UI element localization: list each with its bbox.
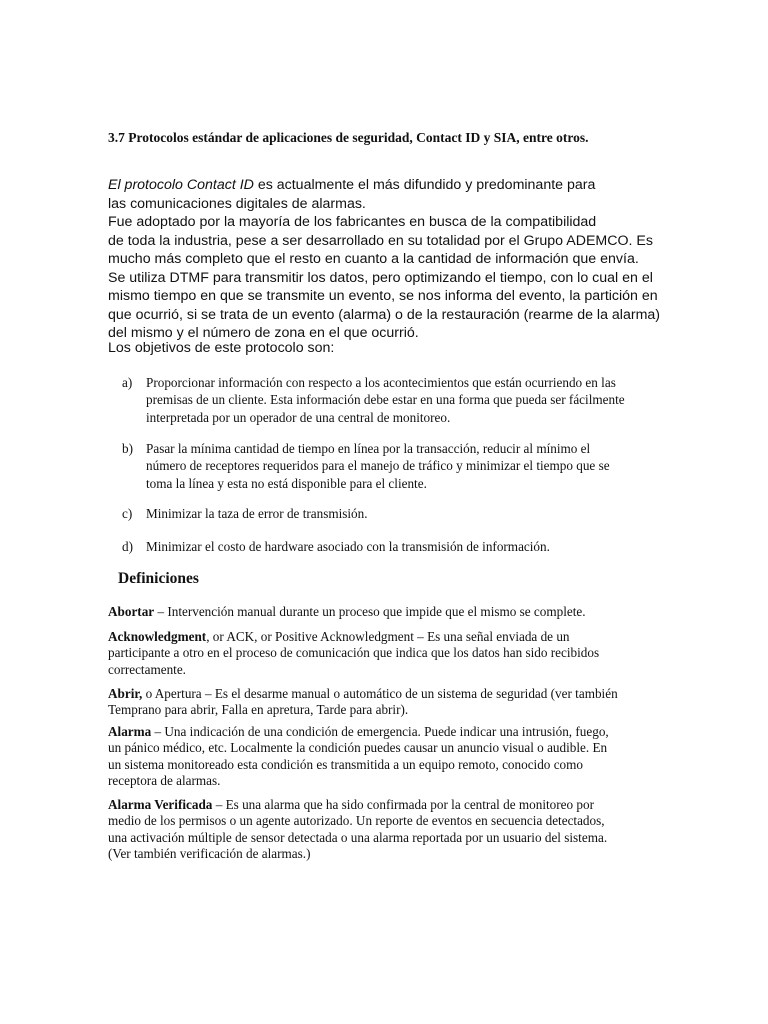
intro-line (108, 176, 708, 195)
intro-line: mismo tiempo en que se transmite un evento, se nos informa del evento, la partición en (108, 288, 658, 304)
definition-text: – Es una alarma que ha sido confirmada por la central de monitoreo por (212, 797, 594, 812)
list-marker: c) (122, 506, 133, 521)
definition-entry (108, 724, 708, 790)
intro-lead-italic: El protocolo Contact ID (108, 177, 254, 193)
definition-line: correctamente. (108, 661, 186, 677)
intro-paragraph (108, 176, 708, 343)
definition-entry (108, 604, 708, 620)
definition-text: , or ACK, or Positive Acknowledgment – Es una señal enviada de un (206, 629, 570, 644)
list-item-line: interpretada por un operador de una central de monitoreo. (146, 409, 451, 425)
definition-line: medio de los permisos o un agente autorizado. Un reporte de eventos en secuencia detectados, (108, 813, 605, 829)
section-title: 3.7 Protocolos estándar de aplicaciones de seguridad, Contact ID y SIA, entre otros. (108, 130, 589, 145)
list-marker: d) (122, 539, 133, 554)
definition-term: Abortar (108, 604, 155, 619)
list-item-line: toma la línea y esta no está disponible para el cliente. (146, 475, 427, 491)
list-item-text (146, 505, 368, 522)
list-item-text (146, 440, 610, 492)
intro-line: del mismo y el número de zona en el que ocurrió. (108, 325, 419, 341)
list-item-line: Minimizar la taza de error de transmisión. (146, 506, 368, 521)
list-item-line: premisas de un cliente. Esta información debe estar en una forma que pueda ser fácilmente (146, 392, 625, 408)
intro-line: Se utiliza DTMF para transmitir los datos, pero optimizando el tiempo, con lo cual en el (108, 269, 653, 286)
definition-line: un sistema monitoreado esta condición es transmitida a un equipo remoto, conocido como (108, 756, 584, 772)
definition-text: – Una indicación de una condición de emergencia. Puede indicar una intrusión, fuego, (151, 724, 609, 739)
definition-text: o Apertura – Es el desarme manual o automático de un sistema de seguridad (ver también (142, 686, 618, 701)
list-item-line: Pasar la mínima cantidad de tiempo en línea por la transacción, reducir al mínimo el (146, 441, 591, 456)
intro-line: Fue adoptado por la mayoría de los fabricantes en busca de la compatibilidad (108, 214, 597, 230)
definition-text: – Intervención manual durante un proceso que impide que el mismo se complete. (154, 604, 586, 619)
intro-line: de toda la industria, pese a ser desarrollado en su totalidad por el Grupo ADEMCO. Es (108, 232, 653, 249)
intro-line: que ocurrió, si se trata de un evento (alarma) o de la restauración (rearme de la alarma) (108, 306, 661, 323)
list-item-line: Minimizar el costo de hardware asociado con la transmisión de información. (146, 539, 550, 554)
definition-line: un pánico médico, etc. Localmente la condición puedes causar un anuncio visual o audible. En (108, 740, 608, 756)
definition-line (108, 724, 708, 740)
intro-line: mucho más completo que el resto en cuanto a la cantidad de información que envía. (108, 251, 639, 267)
list-item-line: Proporcionar información con respecto a los acontecimientos que están ocurriendo en las (146, 375, 616, 390)
definition-line (108, 604, 708, 620)
definition-line: Temprano para abrir, Falla en apretura, Tarde para abrir). (108, 702, 409, 718)
list-item-text (146, 538, 550, 555)
definition-entry (108, 797, 708, 863)
definition-line (108, 629, 708, 645)
definition-line (108, 797, 708, 813)
definition-term: Alarma Verificada (108, 797, 213, 812)
definition-term: Alarma (108, 724, 152, 739)
intro-line-rest: es actualmente el más difundido y predominante para (253, 177, 596, 193)
definition-term: Acknowledgment (108, 629, 207, 644)
definition-line: participante a otro en el proceso de comunicación que indica que los datos han sido recibidos (108, 645, 600, 661)
intro-line: las comunicaciones digitales de alarmas. (108, 195, 366, 212)
definition-line (108, 686, 708, 702)
definition-entry (108, 686, 708, 719)
list-marker: a) (122, 375, 133, 390)
list-marker: b) (122, 441, 133, 456)
definition-line: receptora de alarmas. (108, 773, 221, 789)
list-item-line: número de receptores requeridos para el manejo de tráfico y minimizar el tiempo que se (146, 458, 610, 474)
definiciones-heading: Definiciones (118, 570, 199, 587)
definition-term: Abrir, (108, 686, 143, 701)
definition-line: (Ver también verificación de alarmas.) (108, 846, 311, 862)
definition-line: una activación múltiple de sensor detectada o una alarma reportada por un usuario del sistema. (108, 829, 608, 845)
list-item-text (146, 374, 625, 426)
definition-entry (108, 629, 708, 678)
objetivos-label: Los objetivos de este protocolo son: (108, 340, 335, 356)
